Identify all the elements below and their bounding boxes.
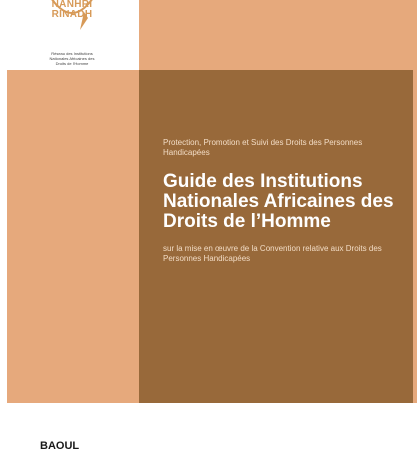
- logo-name-line2: RINADH: [51, 9, 93, 20]
- left-margin: [0, 70, 7, 403]
- footer-label: BAOUL: [40, 440, 80, 452]
- cover-title: Guide des Institutions Nationales Africaines des Droits de l’Homme: [163, 171, 394, 232]
- top-peach-block: [139, 0, 417, 70]
- title-panel: [139, 70, 417, 403]
- logo-area: [0, 0, 139, 70]
- logo-wordmark: [42, 0, 102, 20]
- logo-name-line1: NANHRI: [51, 0, 93, 10]
- right-peach-edge: [413, 70, 417, 403]
- cover-subtitle-top: Protection, Promotion et Suivi des Droits des Personnes Handicapées: [163, 138, 363, 157]
- left-peach-strip: [7, 70, 139, 403]
- logo-caption: Réseau des Institutions Nationales Africaines des Droits de l'Homme: [49, 51, 95, 66]
- cover-subtitle-bottom: sur la mise en œuvre de la Convention relative aux Droits des Personnes Handicapées: [163, 244, 382, 263]
